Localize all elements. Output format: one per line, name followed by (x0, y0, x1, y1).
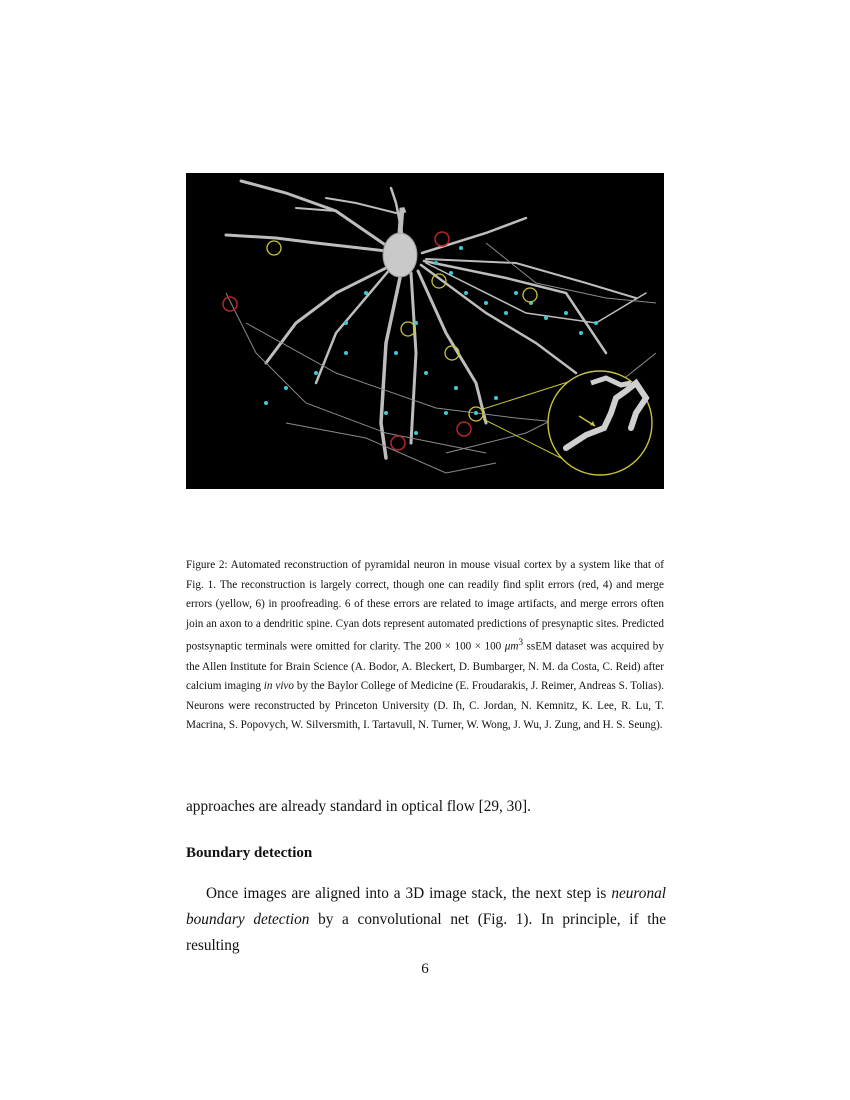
body-paragraph-1: approaches are already standard in optical flow [29, 30]. (186, 798, 531, 815)
figure-caption (186, 556, 664, 736)
caption-text-2: ssEM dataset was acquired by the Allen Institute for Brain Science (A. Bodor, A. Bleckert, D. Bumbarger, N. M. da Costa, C. Reid) after calcium imaging (186, 641, 664, 693)
caption-unit-superscript: 3 (518, 638, 524, 649)
caption-label: Figure 2: (186, 559, 228, 571)
caption-text-1: Automated reconstruction of pyramidal neuron in mouse visual cortex by a system like that of Fig. 1. The reconstruction is largely correct, though one can readily find split errors (red, 4) and merge errors (yellow, 6) in proofreading. 6 of these errors are related to image artifacts, and merge errors often join an axon to a dendritic spine. Cyan dots represent automated predictions of presynaptic sites. Predicted postsynaptic terminals were omitted for clarity. The 200 × 100 × 100 (186, 559, 664, 654)
neuron-reconstruction-image (186, 173, 664, 489)
section-heading: Boundary detection (186, 845, 313, 861)
figure-image (186, 173, 664, 489)
caption-in-vivo: in vivo (263, 680, 294, 693)
paragraph-2-text-b: by a convolutional net (Fig. 1). In principle, if the resulting (186, 911, 666, 954)
page-number: 6 (421, 961, 429, 977)
caption-text-3: by the Baylor College of Medicine (E. Froudarakis, J. Reimer, Andreas S. Tolias). Neurons were reconstructed by Princeton University (D. Ih, C. Jordan, N. Kemnitz, K. Lee, R. Lu, T. Macrina, S. Popovych, W. Silversmith, I. Tartavull, N. Turner, W. Wong, J. Wu, J. Zung, and H. S. Seung). (186, 680, 665, 732)
body-paragraph-2 (186, 881, 666, 959)
paragraph-2-emphasis: neuronal boundary detection (186, 885, 666, 928)
paragraph-2-text-a: Once images are aligned into a 3D image stack, the next step is (206, 885, 612, 902)
caption-unit: μm (504, 641, 519, 654)
